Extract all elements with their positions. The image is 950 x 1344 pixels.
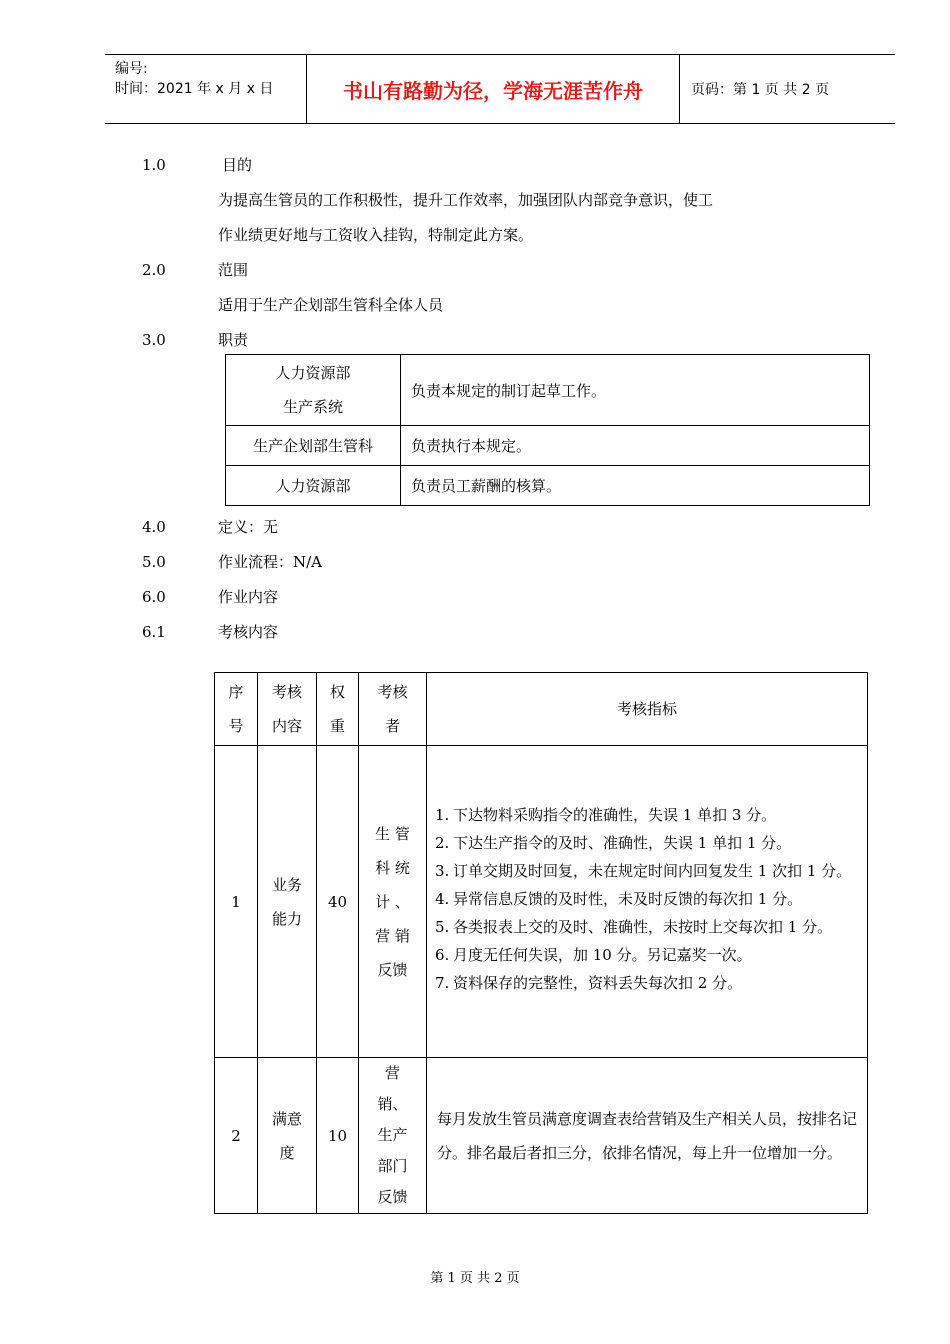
section-number: 5.0	[142, 553, 166, 571]
header-cell-weight	[317, 673, 359, 746]
header-text: 重	[329, 717, 345, 735]
assessor-cell	[359, 746, 427, 1058]
criteria-item	[435, 888, 861, 911]
paragraph-line: 适用于生产企划部生管科全体人员	[218, 296, 444, 314]
header-cell-content	[258, 673, 317, 746]
header-motto: 书山有路勤为径，学海无涯苦作舟	[343, 78, 643, 103]
section-number: 2.0	[142, 261, 166, 279]
cell-text: 度	[279, 1143, 295, 1162]
criteria-item	[435, 944, 861, 967]
cell-text: 能力	[271, 909, 302, 928]
criteria-num: 4.	[435, 889, 450, 908]
cell-text: 反馈	[377, 1188, 408, 1206]
seq-cell: 2	[215, 1058, 258, 1214]
weight-cell: 40	[317, 746, 359, 1058]
section-number: 6.0	[142, 588, 166, 606]
table-row	[226, 355, 870, 426]
cell-text: 营	[384, 1064, 400, 1082]
doc-number-label: 编号:	[115, 61, 148, 77]
criteria-text: 下达生产指令的及时、准确性，失误 1 单扣 1 分。	[453, 833, 792, 852]
criteria-num: 6.	[435, 945, 450, 964]
section-title: 目的	[222, 156, 253, 174]
table-cell: 负责员工薪酬的核算。	[401, 466, 870, 506]
cell-text: 营 销	[375, 926, 410, 945]
cell-text: 生 管	[375, 824, 410, 843]
cell-text: 满意	[271, 1109, 302, 1128]
weight-cell: 10	[317, 1058, 359, 1214]
seq-cell: 1	[215, 746, 258, 1058]
doc-time-label: 时间：2021 年 x 月 x 日	[115, 81, 274, 97]
table-cell: 负责执行本规定。	[401, 426, 870, 466]
header-divider	[679, 55, 680, 123]
dept-label: 人力资源部	[275, 364, 351, 382]
criteria-num: 2.	[435, 833, 450, 852]
section-number: 3.0	[142, 331, 166, 349]
section-title: 考核内容	[218, 623, 279, 641]
table-row	[226, 466, 870, 506]
header-text: 者	[384, 717, 400, 735]
criteria-text: 异常信息反馈的及时性，未及时反馈的每次扣 1 分。	[453, 889, 803, 908]
section-title: 定义：无	[218, 518, 279, 536]
header-text: 序	[228, 683, 244, 701]
criteria-text: 资料保存的完整性，资料丢失每次扣 2 分。	[453, 973, 743, 992]
criteria-item	[435, 972, 861, 995]
table-row	[226, 426, 870, 466]
cell-text: 计 、	[375, 892, 410, 911]
section-number: 4.0	[142, 518, 166, 536]
header-page-label: 页码：第 1 页 共 2 页	[691, 82, 830, 98]
section-number: 1.0	[142, 156, 166, 174]
criteria-num: 1.	[435, 805, 450, 824]
criteria-text: 月度无任何失误，加 10 分。另记嘉奖一次。	[453, 945, 752, 964]
assessor-cell	[359, 1058, 427, 1214]
section-title: 作业流程：N/A	[218, 553, 323, 571]
content-cell	[258, 746, 317, 1058]
criteria-num: 7.	[435, 973, 450, 992]
criteria-item	[435, 804, 861, 827]
page-footer: 第 1 页 共 2 页	[430, 1271, 520, 1286]
header-text: 考核	[271, 683, 302, 701]
criteria-text: 下达物料采购指令的准确性，失误 1 单扣 3 分。	[453, 805, 777, 824]
page-header	[105, 54, 895, 124]
paragraph-line: 为提高生管员的工作积极性，提升工作效率，加强团队内部竞争意识，使工	[218, 191, 714, 209]
section-number: 6.1	[142, 623, 166, 641]
criteria-cell: 每月发放生管员满意度调查表给营销及生产相关人员，按排名记分。排名最后者扣三分，依排名情况，每上升一位增加一分。	[427, 1058, 868, 1214]
header-cell-assessor	[359, 673, 427, 746]
section-title: 职责	[218, 331, 249, 349]
cell-text: 业务	[271, 875, 302, 894]
section-title: 范围	[218, 261, 249, 279]
header-cell-criteria: 考核指标	[427, 673, 868, 746]
cell-text: 销、	[377, 1095, 408, 1113]
criteria-text: 各类报表上交的及时、准确性，未按时上交每次扣 1 分。	[453, 917, 833, 936]
table-row	[215, 1058, 868, 1214]
content-cell	[258, 1058, 317, 1214]
criteria-item	[435, 860, 861, 883]
table-header-row	[215, 673, 868, 746]
dept-label: 生产系统	[282, 398, 343, 416]
criteria-cell	[427, 746, 868, 1058]
section-title: 作业内容	[218, 588, 279, 606]
header-text: 考核	[377, 683, 408, 701]
header-text: 权	[329, 683, 345, 701]
criteria-item	[435, 832, 861, 855]
paragraph-line: 作业绩更好地与工资收入挂钩，特制定此方案。	[218, 226, 534, 244]
table-cell: 人力资源部	[226, 466, 401, 506]
header-text: 内容	[271, 717, 302, 735]
table-row	[215, 746, 868, 1058]
criteria-item	[435, 916, 861, 939]
responsibility-table	[225, 354, 870, 506]
header-text: 号	[228, 717, 244, 735]
cell-text: 部门	[377, 1157, 408, 1175]
header-meta	[115, 59, 305, 99]
table-cell: 负责本规定的制订起草工作。	[401, 355, 870, 426]
cell-text: 生产	[377, 1126, 408, 1144]
header-cell-seq	[215, 673, 258, 746]
assessment-table	[214, 672, 868, 1214]
table-cell: 生产企划部生管科	[226, 426, 401, 466]
cell-text: 反馈	[377, 960, 408, 979]
cell-text: 科 统	[375, 858, 410, 877]
table-cell	[226, 355, 401, 426]
criteria-text: 订单交期及时回复，未在规定时间内回复发生 1 次扣 1 分。	[453, 861, 852, 880]
criteria-num: 5.	[435, 917, 450, 936]
criteria-num: 3.	[435, 861, 450, 880]
